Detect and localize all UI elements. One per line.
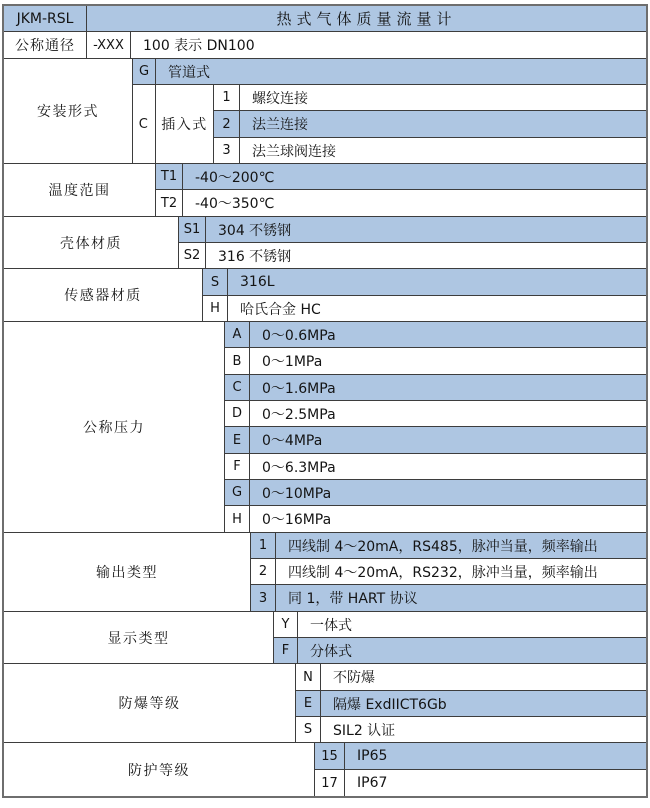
table-row: [225, 480, 646, 506]
code-cell: 15: [315, 743, 345, 769]
model-code-cell: JKM-RSL: [4, 6, 87, 31]
code-cell: F: [225, 454, 250, 479]
table-row: [156, 190, 646, 217]
table-row: [296, 717, 646, 743]
code-cell: 17: [315, 770, 345, 796]
section-label-temp-range: 温度范围: [4, 164, 156, 217]
value-cell: -40～200℃: [195, 169, 275, 186]
value-cell: IP67: [357, 775, 388, 791]
code-cell: 1: [214, 85, 240, 110]
table-row: [251, 585, 646, 612]
code-cell: E: [225, 427, 250, 453]
code-cell: S1: [179, 217, 206, 242]
value-cell: -40～350℃: [195, 196, 275, 212]
code-cell: B: [225, 348, 250, 374]
section-label-nominal-pressure: 公称压力: [4, 322, 225, 533]
span-cell-insertion-type: 插入式: [156, 85, 214, 164]
value-cell: 316L: [240, 274, 275, 290]
value-cell: 隔爆 ExdIICT6Gb: [333, 696, 447, 713]
code-cell: S: [203, 269, 228, 295]
section-label-housing-material: 壳体材质: [4, 217, 179, 269]
code-cell: S2: [179, 243, 206, 268]
code-cell: T1: [156, 164, 183, 189]
table-row: [251, 559, 646, 585]
table-row: [296, 691, 646, 717]
section-label-install-form: 安装形式: [4, 59, 133, 164]
product-title-cell: 热式气体质量流量计: [276, 10, 457, 28]
section-label-output-type: 输出类型: [4, 533, 251, 612]
table-row: [203, 269, 646, 296]
code-cell: A: [225, 322, 250, 347]
value-cell: 螺纹连接: [252, 90, 308, 107]
code-cell: 2: [251, 559, 276, 584]
value-cell: 0～2.5MPa: [262, 406, 336, 423]
table-row: [225, 506, 646, 533]
code-cell: D: [225, 401, 250, 426]
table-row: [251, 533, 646, 559]
code-cell: C: [225, 375, 250, 400]
table-row: [214, 138, 646, 164]
table-row: [315, 743, 646, 770]
code-cell: H: [225, 506, 250, 532]
table-row: [225, 348, 646, 375]
section-label-sensor-material: 传感器材质: [4, 269, 203, 322]
table-row: [296, 664, 646, 691]
table-row: [274, 638, 646, 664]
code-cell: 1: [251, 533, 276, 558]
table-row: [225, 375, 646, 401]
value-cell: IP65: [357, 748, 388, 764]
table-row: [225, 401, 646, 427]
code-cell: 2: [214, 111, 240, 137]
value-cell: 0～4MPa: [262, 433, 323, 449]
value-cell: SIL2 认证: [333, 722, 396, 739]
table-row: [225, 454, 646, 480]
table-row: [315, 770, 646, 796]
section-label-nominal-diameter: 公称通径: [4, 32, 87, 58]
table-row: [214, 111, 646, 138]
table-row: [274, 612, 646, 638]
value-cell: 0～1MPa: [262, 354, 323, 370]
table-row: [214, 85, 646, 111]
code-cell: 3: [214, 138, 240, 163]
table-row: [203, 296, 646, 322]
code-cell: T2: [156, 190, 183, 216]
value-cell: 一体式: [310, 617, 352, 634]
value-cell: 0～6.3MPa: [262, 459, 336, 476]
value-cell: 不防爆: [333, 670, 375, 686]
table-row: [4, 32, 646, 59]
code-cell: -XXX: [87, 32, 131, 58]
value-cell: 四线制 4～20mA，RS232，脉冲当量，频率输出: [288, 564, 598, 581]
table-row: [225, 322, 646, 348]
section-label-protection-grade: 防护等级: [4, 743, 315, 796]
table-row: [156, 164, 646, 190]
code-cell: 3: [251, 585, 276, 611]
table-row: [4, 6, 646, 32]
code-cell: S: [296, 717, 321, 742]
value-cell: 100 表示 DN100: [143, 38, 255, 54]
value-cell: 0～1.6MPa: [262, 380, 336, 397]
section-label-explosion-proof-grade: 防爆等级: [4, 664, 296, 743]
value-cell: 四线制 4～20mA，RS485，脉冲当量，频率输出: [288, 538, 598, 555]
value-cell: 同 1，带 HART 协议: [288, 591, 418, 607]
value-cell: 0～16MPa: [262, 512, 332, 528]
code-cell: E: [296, 691, 321, 716]
code-cell: N: [296, 664, 321, 690]
span-code-cell-c: C: [133, 85, 156, 164]
value-cell: 316 不锈钢: [218, 248, 292, 265]
value-cell: 0～0.6MPa: [262, 327, 336, 344]
code-cell: G: [225, 480, 250, 505]
table-row: [179, 217, 646, 243]
table-row: [179, 243, 646, 269]
table-row: [225, 427, 646, 454]
value-cell: 哈氏合金 HC: [240, 301, 321, 318]
value-cell: 304 不锈钢: [218, 222, 292, 239]
value-cell: 分体式: [310, 643, 352, 660]
value-cell: 0～10MPa: [262, 485, 332, 502]
code-cell: G: [133, 59, 156, 84]
table-row: [133, 59, 646, 85]
value-cell: 法兰球阀连接: [252, 143, 336, 160]
value-cell: 法兰连接: [252, 117, 308, 133]
spec-table: [2, 4, 648, 798]
code-cell: F: [274, 638, 298, 663]
value-cell: 管道式: [168, 64, 210, 81]
section-label-display-type: 显示类型: [4, 612, 274, 664]
code-cell: Y: [274, 612, 298, 637]
code-cell: H: [203, 296, 228, 321]
